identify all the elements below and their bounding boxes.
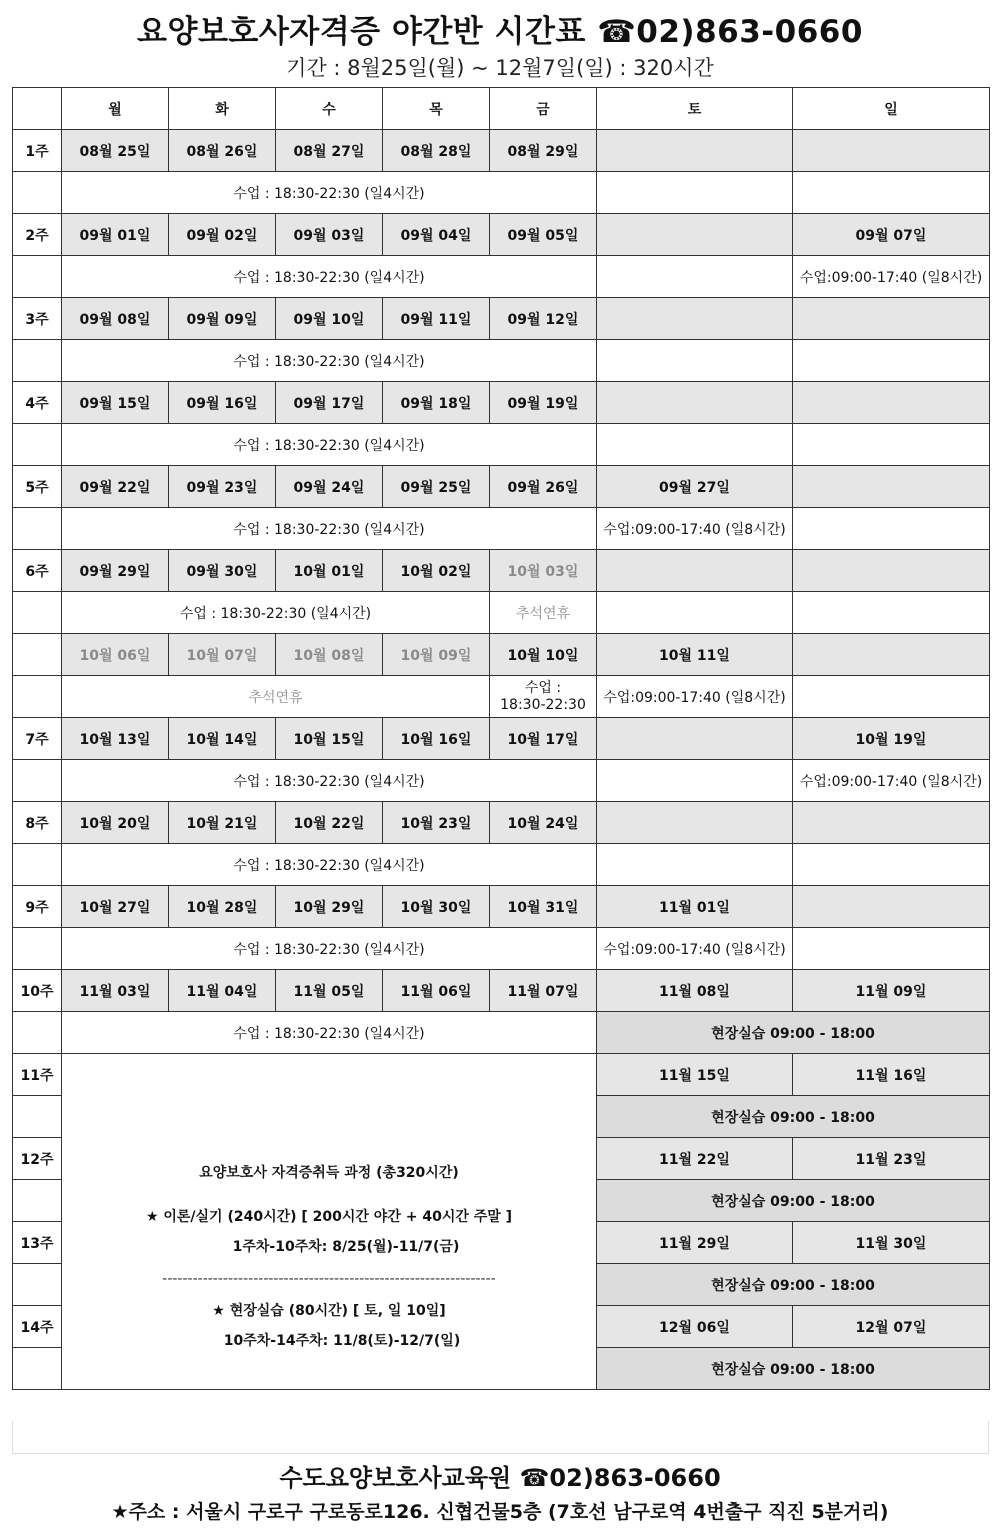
empty-cell	[13, 634, 62, 676]
date-cell: 10월 19일	[793, 718, 990, 760]
empty-cell	[13, 340, 62, 382]
date-cell: 11월 06일	[383, 970, 490, 1012]
week-label: 14주	[13, 1306, 62, 1348]
week-label: 3주	[13, 298, 62, 340]
week-6-dates	[13, 550, 990, 592]
field-practice-note: 현장실습 09:00 - 18:00	[597, 1096, 990, 1138]
empty-cell	[597, 214, 793, 256]
empty-cell	[793, 844, 990, 886]
empty-cell	[13, 256, 62, 298]
week-label: 13주	[13, 1222, 62, 1264]
date-cell: 11월 29일	[597, 1222, 793, 1264]
class-time-note: 수업 : 18:30-22:30 (일4시간)	[62, 172, 597, 214]
week-label: 2주	[13, 214, 62, 256]
week-label: 11주	[13, 1054, 62, 1096]
date-cell: 11월 03일	[62, 970, 169, 1012]
week-6b-classes	[13, 676, 990, 718]
week-3-dates	[13, 298, 990, 340]
date-cell: 10월 10일	[490, 634, 597, 676]
date-cell: 10월 20일	[62, 802, 169, 844]
field-practice-note: 현장실습 09:00 - 18:00	[597, 1264, 990, 1306]
empty-cell	[13, 592, 62, 634]
course-period: 기간 : 8월25일(월) ~ 12월7일(일) : 320시간	[286, 56, 714, 80]
course-info-title: 요양보호사 자격증취득 과정 (총320시간)	[199, 1164, 459, 1181]
empty-cell	[793, 424, 990, 466]
table-bottom-strip	[12, 1421, 989, 1454]
divider-line: ------------------------------------------------------------------	[162, 1270, 496, 1287]
class-time-note	[490, 676, 597, 718]
empty-cell	[13, 1012, 62, 1054]
week-5-dates	[13, 466, 990, 508]
week-1-dates	[13, 130, 990, 172]
date-cell: 09월 04일	[383, 214, 490, 256]
empty-cell	[597, 760, 793, 802]
header-row	[13, 88, 990, 130]
day-tue: 화	[169, 88, 276, 130]
empty-cell	[793, 382, 990, 424]
date-cell: 09월 29일	[62, 550, 169, 592]
date-cell: 10월 01일	[276, 550, 383, 592]
date-cell: 09월 10일	[276, 298, 383, 340]
theory-period: 1주차-10주차: 8/25(월)-11/7(금)	[232, 1238, 460, 1255]
theory-info: ★ 이론/실기 (240시간) [ 200시간 야간 + 40시간 주말 ]	[145, 1208, 513, 1225]
date-cell: 10월 28일	[169, 886, 276, 928]
date-cell: 11월 08일	[597, 970, 793, 1012]
empty-cell	[793, 802, 990, 844]
class-time-note: 수업 : 18:30-22:30 (일4시간)	[62, 424, 597, 466]
class-time-note: 수업 : 18:30-22:30 (일4시간)	[62, 256, 597, 298]
date-cell: 12월 06일	[597, 1306, 793, 1348]
holiday-date-cell: 10월 07일	[169, 634, 276, 676]
empty-cell	[13, 1348, 62, 1390]
academy-address: ★주소 : 서울시 구로구 구로동로126. 신협건물5층 (7호선 남구로역 4번출구 직진 5분거리)	[111, 1501, 889, 1523]
empty-cell	[13, 172, 62, 214]
date-cell: 09월 17일	[276, 382, 383, 424]
date-cell: 09월 22일	[62, 466, 169, 508]
corner-cell	[13, 88, 62, 130]
empty-cell	[597, 130, 793, 172]
class-time-note: 수업 : 18:30-22:30 (일4시간)	[62, 508, 597, 550]
empty-cell	[793, 886, 990, 928]
date-cell: 10월 14일	[169, 718, 276, 760]
empty-cell	[793, 298, 990, 340]
class-time-note: 수업 : 18:30-22:30 (일4시간)	[62, 760, 597, 802]
class-time-line: 수업 :	[524, 679, 562, 696]
empty-cell	[597, 802, 793, 844]
day-wed: 수	[276, 88, 383, 130]
weekend-class-note: 수업:09:00-17:40 (일8시간)	[793, 256, 990, 298]
class-time-note: 수업 : 18:30-22:30 (일4시간)	[62, 1012, 597, 1054]
date-cell: 12월 07일	[793, 1306, 990, 1348]
week-11-dates	[13, 1054, 990, 1096]
date-cell: 10월 21일	[169, 802, 276, 844]
date-cell: 10월 13일	[62, 718, 169, 760]
weekend-class-note: 수업:09:00-17:40 (일8시간)	[793, 760, 990, 802]
date-cell: 09월 24일	[276, 466, 383, 508]
class-time-note: 수업 : 18:30-22:30 (일4시간)	[62, 592, 490, 634]
week-label: 7주	[13, 718, 62, 760]
holiday-date-cell: 10월 06일	[62, 634, 169, 676]
field-practice-note: 현장실습 09:00 - 18:00	[597, 1012, 990, 1054]
week-label: 10주	[13, 970, 62, 1012]
date-cell: 09월 23일	[169, 466, 276, 508]
empty-cell	[793, 928, 990, 970]
empty-cell	[793, 340, 990, 382]
empty-cell	[597, 172, 793, 214]
empty-cell	[13, 1096, 62, 1138]
class-time-note: 수업 : 18:30-22:30 (일4시간)	[62, 928, 597, 970]
date-cell: 10월 27일	[62, 886, 169, 928]
holiday-date-cell: 10월 03일	[490, 550, 597, 592]
date-cell: 09월 19일	[490, 382, 597, 424]
date-cell: 09월 12일	[490, 298, 597, 340]
day-fri: 금	[490, 88, 597, 130]
date-cell: 11월 05일	[276, 970, 383, 1012]
week-10-dates	[13, 970, 990, 1012]
date-cell: 09월 18일	[383, 382, 490, 424]
empty-cell	[13, 1180, 62, 1222]
empty-cell	[597, 340, 793, 382]
weekend-class-note: 수업:09:00-17:40 (일8시간)	[597, 508, 793, 550]
week-7-classes	[13, 760, 990, 802]
week-4-classes	[13, 424, 990, 466]
empty-cell	[13, 676, 62, 718]
week-2-dates	[13, 214, 990, 256]
empty-cell	[597, 424, 793, 466]
page-title: 요양보호사자격증 야간반 시간표 ☎02)863-0660	[137, 14, 863, 50]
date-cell: 10월 31일	[490, 886, 597, 928]
date-cell: 09월 25일	[383, 466, 490, 508]
empty-cell	[13, 760, 62, 802]
field-period: 10주차-14주차: 11/8(토)-12/7(일)	[223, 1332, 461, 1349]
class-time-note: 수업 : 18:30-22:30 (일4시간)	[62, 844, 597, 886]
date-cell: 09월 05일	[490, 214, 597, 256]
week-7-dates	[13, 718, 990, 760]
week-label: 6주	[13, 550, 62, 592]
timetable	[12, 87, 990, 1390]
empty-cell	[13, 844, 62, 886]
holiday-note: 추석연휴	[62, 676, 490, 718]
empty-cell	[597, 844, 793, 886]
day-sun: 일	[793, 88, 990, 130]
week-label: 5주	[13, 466, 62, 508]
week-5-classes	[13, 508, 990, 550]
date-cell: 11월 22일	[597, 1138, 793, 1180]
week-10-classes	[13, 1012, 990, 1054]
date-cell: 11월 30일	[793, 1222, 990, 1264]
course-info-box	[62, 1054, 597, 1390]
empty-cell	[793, 466, 990, 508]
date-cell: 08월 29일	[490, 130, 597, 172]
day-mon: 월	[62, 88, 169, 130]
date-cell: 10월 22일	[276, 802, 383, 844]
week-8-classes	[13, 844, 990, 886]
empty-cell	[13, 1264, 62, 1306]
week-label: 4주	[13, 382, 62, 424]
week-label: 12주	[13, 1138, 62, 1180]
week-1-classes	[13, 172, 990, 214]
date-cell: 09월 01일	[62, 214, 169, 256]
date-cell: 11월 16일	[793, 1054, 990, 1096]
empty-cell	[793, 508, 990, 550]
empty-cell	[597, 718, 793, 760]
empty-cell	[13, 424, 62, 466]
day-thu: 목	[383, 88, 490, 130]
academy-name: 수도요양보호사교육원 ☎02)863-0660	[279, 1464, 721, 1492]
week-9-dates	[13, 886, 990, 928]
week-9-classes	[13, 928, 990, 970]
class-time-line: 18:30-22:30	[500, 696, 586, 713]
date-cell: 09월 26일	[490, 466, 597, 508]
date-cell: 11월 01일	[597, 886, 793, 928]
holiday-date-cell: 10월 08일	[276, 634, 383, 676]
date-cell: 09월 02일	[169, 214, 276, 256]
empty-cell	[13, 508, 62, 550]
date-cell: 09월 16일	[169, 382, 276, 424]
date-cell: 10월 11일	[597, 634, 793, 676]
week-6-classes	[13, 592, 990, 634]
date-cell: 11월 04일	[169, 970, 276, 1012]
empty-cell	[597, 256, 793, 298]
week-6b-dates	[13, 634, 990, 676]
date-cell: 09월 27일	[597, 466, 793, 508]
date-cell: 09월 07일	[793, 214, 990, 256]
empty-cell	[597, 298, 793, 340]
field-practice-note: 현장실습 09:00 - 18:00	[597, 1348, 990, 1390]
date-cell: 10월 24일	[490, 802, 597, 844]
date-cell: 10월 16일	[383, 718, 490, 760]
week-label: 1주	[13, 130, 62, 172]
date-cell: 10월 17일	[490, 718, 597, 760]
date-cell: 09월 11일	[383, 298, 490, 340]
date-cell: 08월 26일	[169, 130, 276, 172]
week-8-dates	[13, 802, 990, 844]
holiday-date-cell: 10월 09일	[383, 634, 490, 676]
empty-cell	[793, 130, 990, 172]
weekend-class-note: 수업:09:00-17:40 (일8시간)	[597, 928, 793, 970]
date-cell: 08월 28일	[383, 130, 490, 172]
empty-cell	[793, 592, 990, 634]
weekend-class-note: 수업:09:00-17:40 (일8시간)	[597, 676, 793, 718]
date-cell: 10월 02일	[383, 550, 490, 592]
date-cell: 11월 09일	[793, 970, 990, 1012]
holiday-note: 추석연휴	[490, 592, 597, 634]
week-3-classes	[13, 340, 990, 382]
week-label: 9주	[13, 886, 62, 928]
class-time-note: 수업 : 18:30-22:30 (일4시간)	[62, 340, 597, 382]
week-4-dates	[13, 382, 990, 424]
date-cell: 09월 03일	[276, 214, 383, 256]
week-2-classes	[13, 256, 990, 298]
date-cell: 10월 23일	[383, 802, 490, 844]
date-cell: 10월 29일	[276, 886, 383, 928]
day-sat: 토	[597, 88, 793, 130]
empty-cell	[793, 676, 990, 718]
field-info: ★ 현장실습 (80시간) [ 토, 일 10일]	[212, 1302, 446, 1319]
field-practice-note: 현장실습 09:00 - 18:00	[597, 1180, 990, 1222]
date-cell: 08월 27일	[276, 130, 383, 172]
date-cell: 09월 09일	[169, 298, 276, 340]
date-cell: 08월 25일	[62, 130, 169, 172]
empty-cell	[793, 634, 990, 676]
date-cell: 11월 15일	[597, 1054, 793, 1096]
empty-cell	[597, 550, 793, 592]
date-cell: 11월 23일	[793, 1138, 990, 1180]
week-label: 8주	[13, 802, 62, 844]
date-cell: 11월 07일	[490, 970, 597, 1012]
date-cell: 09월 30일	[169, 550, 276, 592]
date-cell: 10월 15일	[276, 718, 383, 760]
empty-cell	[793, 172, 990, 214]
date-cell: 10월 30일	[383, 886, 490, 928]
date-cell: 09월 08일	[62, 298, 169, 340]
empty-cell	[597, 382, 793, 424]
empty-cell	[793, 550, 990, 592]
empty-cell	[13, 928, 62, 970]
empty-cell	[597, 592, 793, 634]
date-cell: 09월 15일	[62, 382, 169, 424]
